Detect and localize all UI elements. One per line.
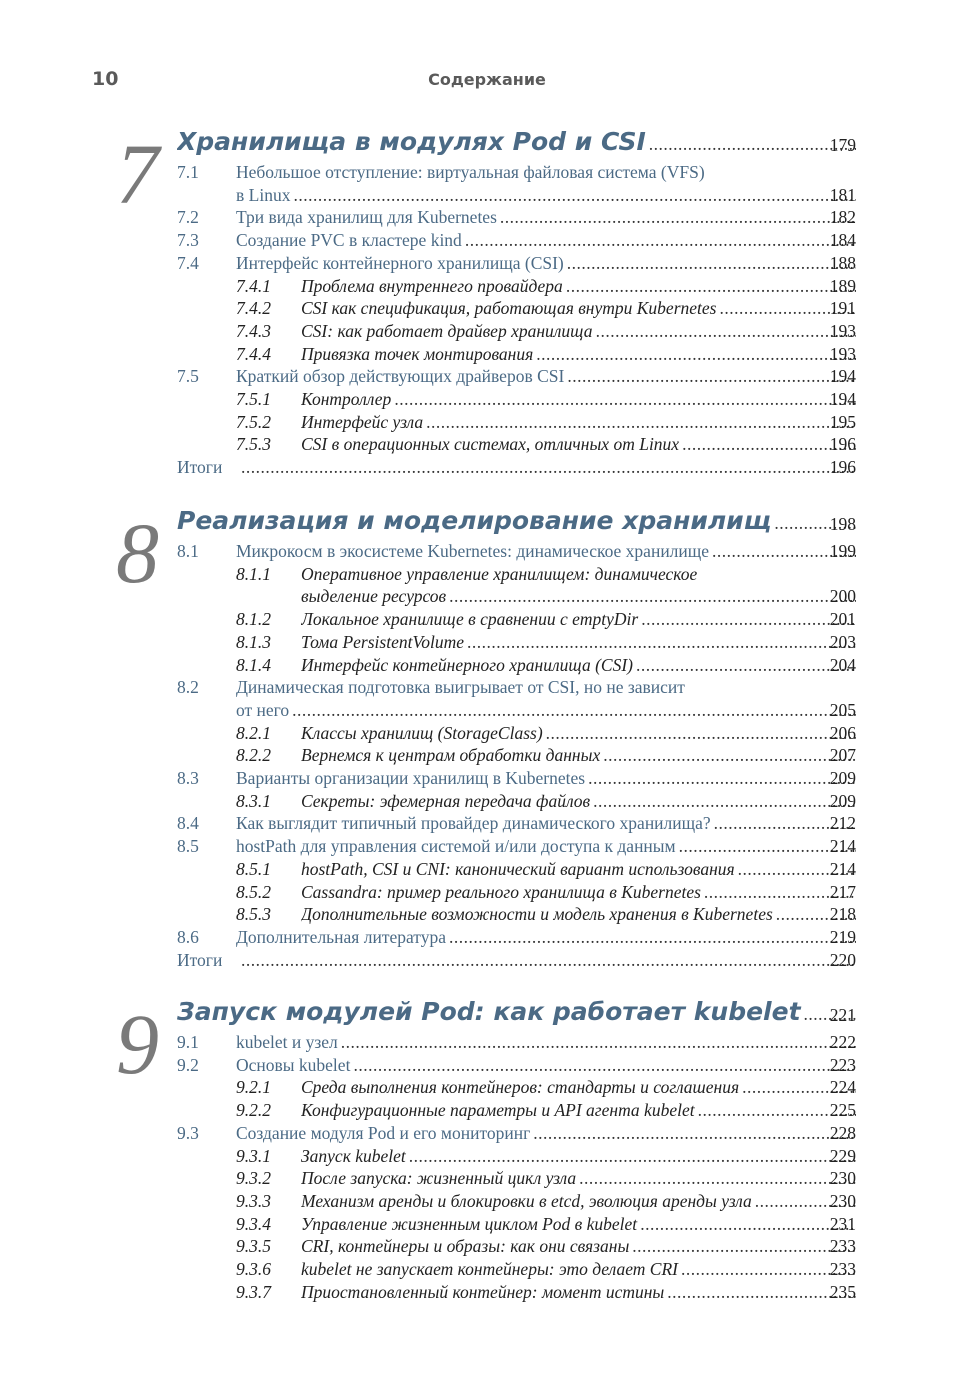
entry-number: 9.3.5 <box>236 1236 271 1257</box>
dot-leader <box>567 365 856 388</box>
toc-entry <box>0 1167 974 1190</box>
toc-entry <box>0 585 974 608</box>
entry-number: 7.5.1 <box>236 389 271 409</box>
entry-page: 222 <box>829 1032 856 1052</box>
dot-leader <box>500 206 856 229</box>
toc-entry <box>0 1258 974 1281</box>
toc-entry <box>0 125 974 159</box>
entry-page: 194 <box>829 366 856 387</box>
dot-leader <box>579 1167 856 1190</box>
entry-number: 7.5 <box>177 366 199 387</box>
entry-title-row <box>177 504 856 540</box>
entry-title: Вернемся к центрам обработки данных <box>301 744 603 767</box>
entry-title: Создание модуля Pod и его мониторинг <box>236 1122 533 1145</box>
entry-title: Проблема внутреннего провайдера <box>301 275 566 298</box>
entry-title-row <box>236 206 856 229</box>
entry-page: 230 <box>829 1168 856 1189</box>
entry-number: 8.1.3 <box>236 631 271 652</box>
entry-title: Интерфейс контейнерного хранилища (CSI) <box>301 654 636 677</box>
dot-leader <box>353 1054 856 1077</box>
entry-title-row <box>301 1190 856 1213</box>
toc-entry <box>0 161 974 184</box>
entry-number: 7.3 <box>177 230 199 251</box>
entry-title: Интерфейс контейнерного хранилища (CSI) <box>236 252 567 275</box>
dot-leader <box>426 411 856 434</box>
toc-entry <box>0 504 974 538</box>
toc-entry <box>0 206 974 229</box>
entry-title-row <box>236 161 856 184</box>
entry-number: 8.4 <box>177 813 199 834</box>
entry-number: 9.3.3 <box>236 1190 271 1211</box>
entry-page: 233 <box>829 1259 856 1279</box>
dot-leader <box>636 654 856 677</box>
toc-entry <box>0 1054 974 1077</box>
dot-leader <box>632 1235 856 1258</box>
entry-number: 7.1 <box>177 162 199 182</box>
entry-page: 204 <box>829 654 856 675</box>
dot-leader <box>241 949 856 972</box>
entry-page: 221 <box>829 1005 856 1025</box>
entry-page: 233 <box>829 1236 856 1257</box>
entry-title: Привязка точек монтирования <box>301 343 536 366</box>
entry-title-row <box>301 297 856 320</box>
entry-page: 193 <box>829 343 856 364</box>
toc-entry <box>0 275 974 298</box>
entry-title: Реализация и моделирование хранилищ <box>177 504 774 538</box>
running-header: Содержание <box>428 70 546 89</box>
toc-entry <box>0 1099 974 1122</box>
entry-page: 196 <box>829 457 856 478</box>
entry-title: Конфигурационные параметры и API агента kubelet <box>301 1099 698 1122</box>
toc-entry <box>0 433 974 456</box>
entry-number: 8.1.2 <box>236 609 271 630</box>
entry-title-row <box>236 229 856 252</box>
toc-entry <box>0 184 974 207</box>
toc-entry <box>0 812 974 835</box>
entry-title: Микрокосм в экосистеме Kubernetes: динамическое хранилище <box>236 540 712 563</box>
entry-number: Итоги <box>177 457 223 478</box>
entry-number: 9.2 <box>177 1054 199 1075</box>
entry-title-row <box>301 1281 856 1304</box>
entry-page: 200 <box>829 586 856 607</box>
toc-entry <box>0 229 974 252</box>
toc-entry <box>0 654 974 677</box>
entry-page: 195 <box>829 411 856 432</box>
entry-number: 7.4.1 <box>236 275 271 296</box>
entry-title-row <box>301 1099 856 1122</box>
toc-entry <box>0 903 974 926</box>
entry-title-row <box>301 275 856 298</box>
entry-title-row <box>236 926 856 949</box>
toc-entry <box>0 926 974 949</box>
entry-title-row <box>301 858 856 881</box>
dot-leader <box>649 127 856 161</box>
entry-number: 7.2 <box>177 207 199 228</box>
entry-page: 189 <box>829 275 856 296</box>
entry-title: Контроллер <box>301 388 394 411</box>
entry-title-row <box>301 388 856 411</box>
entry-title-row <box>301 1213 856 1236</box>
entry-title: Дополнительная литература <box>236 926 449 949</box>
entry-number: 8.5.1 <box>236 858 271 879</box>
toc-entry <box>0 1122 974 1145</box>
entry-number: 9.3.7 <box>236 1281 271 1302</box>
entry-number: 9.3.2 <box>236 1168 271 1189</box>
toc-entry <box>0 365 974 388</box>
dot-leader <box>449 585 856 608</box>
entry-title: Краткий обзор действующих драйверов CSI <box>236 365 567 388</box>
entry-title: в Linux <box>236 184 293 207</box>
entry-number: 8.2.1 <box>236 722 271 743</box>
entry-title-row <box>236 699 856 722</box>
toc-entry <box>0 608 974 631</box>
entry-title: Небольшое отступление: виртуальная файловая система (VFS) <box>236 161 708 184</box>
entry-title: от него <box>236 699 292 722</box>
toc-entry <box>0 858 974 881</box>
entry-title-row <box>236 184 856 207</box>
entry-number: 9.3.1 <box>236 1145 271 1166</box>
entry-title-row <box>301 1076 856 1099</box>
toc-entry <box>0 563 974 586</box>
entry-page: 225 <box>829 1100 856 1121</box>
entry-title: CSI в операционных системах, отличных от Linux <box>301 433 682 456</box>
entry-page: 218 <box>829 904 856 925</box>
entry-title: Дополнительные возможности и модель хранения в Kubernetes <box>301 903 776 926</box>
entry-title-row <box>236 812 856 835</box>
chapter-number: 8 <box>116 505 159 601</box>
entry-page: 230 <box>829 1190 856 1211</box>
dot-leader <box>241 456 856 479</box>
entry-title: hostPath, CSI и CNI: канонический вариант использования <box>301 858 738 881</box>
toc-entry <box>0 1281 974 1304</box>
toc-entry <box>0 699 974 722</box>
toc-entry <box>0 1076 974 1099</box>
entry-title: Создание PVC в кластере kind <box>236 229 465 252</box>
entry-title-row <box>301 563 856 586</box>
entry-page: 229 <box>829 1145 856 1166</box>
entry-page: 219 <box>829 926 856 947</box>
chapter-number: 9 <box>116 996 159 1092</box>
entry-title: Запуск kubelet <box>301 1145 409 1168</box>
entry-number: 8.5 <box>177 836 199 857</box>
toc-entry <box>0 722 974 745</box>
entry-title: kubelet не запускает контейнеры: это делает CRI <box>301 1258 681 1281</box>
entry-title: Оперативное управление хранилищем: динамическое <box>301 563 700 586</box>
entry-title: выделение ресурсов <box>301 585 449 608</box>
entry-number: Итоги <box>177 949 223 970</box>
entry-number: 8.5.3 <box>236 904 271 925</box>
entry-title: hostPath для управления системой и/или доступа к данным <box>236 835 679 858</box>
entry-title-row <box>238 456 856 479</box>
entry-number: 9.1 <box>177 1032 199 1052</box>
toc-entry <box>0 388 974 411</box>
entry-title: Запуск модулей Pod: как работает kubelet <box>177 995 804 1029</box>
entry-title-row <box>236 1031 856 1054</box>
entry-title-row <box>301 790 856 813</box>
toc-entry <box>0 343 974 366</box>
entry-page: 179 <box>829 135 856 155</box>
entry-number: 9.3.6 <box>236 1259 271 1279</box>
toc-entry <box>0 949 974 972</box>
entry-title-row <box>236 835 856 858</box>
entry-page: 206 <box>829 722 856 743</box>
entry-number: 7.5.3 <box>236 434 271 455</box>
entry-number: 8.3 <box>177 768 199 788</box>
entry-title-row <box>301 722 856 745</box>
entry-page: 184 <box>829 230 856 251</box>
entry-title: Локальное хранилище в сравнении с emptyDir <box>301 608 641 631</box>
entry-title-row <box>301 1235 856 1258</box>
entry-title-row <box>236 1122 856 1145</box>
entry-page: 228 <box>829 1122 856 1143</box>
entry-title: Варианты организации хранилищ в Kubernetes <box>236 767 588 790</box>
entry-page: 199 <box>829 541 856 561</box>
dot-leader <box>641 608 856 631</box>
entry-page: 188 <box>829 252 856 273</box>
entry-title-row <box>301 1145 856 1168</box>
entry-number: 7.4.2 <box>236 298 271 319</box>
entry-title-row <box>301 608 856 631</box>
dot-leader <box>566 275 856 298</box>
dot-leader <box>667 1281 856 1304</box>
dot-leader <box>394 388 856 411</box>
entry-title: Основы kubelet <box>236 1054 353 1077</box>
entry-title: Cassandra: пример реального хранилища в Kubernetes <box>301 881 704 904</box>
toc-entry <box>0 881 974 904</box>
entry-number: 7.4.3 <box>236 320 271 341</box>
dot-leader <box>409 1145 856 1168</box>
dot-leader <box>640 1213 856 1236</box>
entry-title: Классы хранилищ (StorageClass) <box>301 722 546 745</box>
entry-title: kubelet и узел <box>236 1031 341 1054</box>
toc-entry <box>0 1031 974 1054</box>
entry-title: После запуска: жизненный цикл узла <box>301 1167 579 1190</box>
entry-title-row <box>301 585 856 608</box>
entry-title-row <box>301 1167 856 1190</box>
entry-number: 9.3.4 <box>236 1213 271 1234</box>
entry-title: Приостановленный контейнер: момент истины <box>301 1281 667 1304</box>
dot-leader <box>467 631 856 654</box>
dot-leader <box>593 790 856 813</box>
entry-title-row <box>236 676 856 699</box>
entry-title-row <box>301 631 856 654</box>
entry-title-row <box>301 654 856 677</box>
entry-title-row <box>236 365 856 388</box>
dot-leader <box>533 1122 856 1145</box>
dot-leader <box>588 767 856 790</box>
entry-number: 9.2.2 <box>236 1100 271 1121</box>
entry-page: 212 <box>829 813 856 834</box>
entry-page: 182 <box>829 207 856 228</box>
entry-title-row <box>236 767 856 790</box>
toc-entry <box>0 767 974 790</box>
dot-leader <box>546 722 856 745</box>
entry-page: 214 <box>829 858 856 879</box>
toc-entry <box>0 1145 974 1168</box>
entry-title-row <box>177 995 856 1031</box>
entry-page: 207 <box>829 745 856 766</box>
entry-page: 198 <box>829 514 856 534</box>
dot-leader <box>536 343 856 366</box>
entry-page: 235 <box>829 1281 856 1302</box>
toc-entry <box>0 456 974 479</box>
entry-number: 9.3 <box>177 1122 199 1143</box>
entry-number: 8.2.2 <box>236 745 271 766</box>
entry-page: 196 <box>829 434 856 455</box>
entry-number: 7.4.4 <box>236 343 271 364</box>
chapter-number: 7 <box>116 126 159 222</box>
entry-number: 8.2 <box>177 677 199 698</box>
entry-title: Секреты: эфемерная передача файлов <box>301 790 593 813</box>
entry-page: 203 <box>829 631 856 652</box>
dot-leader <box>341 1031 856 1054</box>
dot-leader <box>292 699 856 722</box>
entry-title: Динамическая подготовка выигрывает от CSI, но не зависит <box>236 676 688 699</box>
entry-page: 191 <box>829 298 856 319</box>
dot-leader <box>596 320 856 343</box>
entry-title: Среда выполнения контейнеров: стандарты и соглашения <box>301 1076 742 1099</box>
entry-title: Механизм аренды и блокировки в etcd, эволюция аренды узла <box>301 1190 755 1213</box>
toc-entry <box>0 1190 974 1213</box>
entry-title-row <box>301 903 856 926</box>
entry-title-row <box>238 949 856 972</box>
entry-number: 8.3.1 <box>236 790 271 811</box>
entry-title-row <box>301 881 856 904</box>
entry-page: 231 <box>829 1213 856 1234</box>
entry-title: Три вида хранилищ для Kubernetes <box>236 206 500 229</box>
entry-page: 224 <box>829 1077 856 1098</box>
dot-leader <box>449 926 856 949</box>
toc-entry <box>0 744 974 767</box>
toc-entry <box>0 411 974 434</box>
toc-entry <box>0 631 974 654</box>
entry-title: Интерфейс узла <box>301 411 426 434</box>
entry-page: 201 <box>829 609 856 630</box>
toc-entry <box>0 835 974 858</box>
entry-title-row <box>177 125 856 161</box>
entry-title-row <box>301 744 856 767</box>
toc-entry <box>0 676 974 699</box>
entry-number: 8.1.4 <box>236 654 271 675</box>
entry-title: Управление жизненным циклом Pod в kubelet <box>301 1213 640 1236</box>
entry-page: 194 <box>829 389 856 409</box>
dot-leader <box>293 184 856 207</box>
entry-number: 8.1 <box>177 541 199 561</box>
entry-title-row <box>301 320 856 343</box>
entry-title: CRI, контейнеры и образы: как они связаны <box>301 1235 632 1258</box>
toc-entry <box>0 297 974 320</box>
entry-title: CSI: как работает драйвер хранилища <box>301 320 596 343</box>
toc-entry <box>0 790 974 813</box>
toc-entry <box>0 1213 974 1236</box>
entry-page: 223 <box>829 1054 856 1075</box>
entry-page: 205 <box>829 699 856 720</box>
dot-leader <box>465 229 856 252</box>
page-number: 10 <box>92 68 119 90</box>
entry-page: 209 <box>829 790 856 811</box>
entry-title-row <box>301 411 856 434</box>
entry-title-row <box>236 252 856 275</box>
entry-page: 181 <box>829 184 856 205</box>
entry-page: 209 <box>829 768 856 788</box>
entry-number: 8.6 <box>177 926 199 947</box>
dot-leader <box>603 744 856 767</box>
entry-number: 9.2.1 <box>236 1077 271 1098</box>
entry-title-row <box>301 343 856 366</box>
entry-number: 7.5.2 <box>236 411 271 432</box>
entry-page: 220 <box>829 949 856 970</box>
entry-number: 8.5.2 <box>236 881 271 902</box>
entry-page: 217 <box>829 881 856 902</box>
entry-title: Хранилища в модулях Pod и CSI <box>177 125 649 159</box>
entry-number: 8.1.1 <box>236 563 271 584</box>
toc-entry <box>0 320 974 343</box>
entry-page: 193 <box>829 320 856 341</box>
entry-title-row <box>301 1258 856 1281</box>
toc-entry <box>0 995 974 1029</box>
entry-title-row <box>236 1054 856 1077</box>
toc-entry <box>0 540 974 563</box>
entry-title: Тома PersistentVolume <box>301 631 467 654</box>
toc-entry <box>0 252 974 275</box>
entry-title-row <box>236 540 856 563</box>
entry-title: Как выглядит типичный провайдер динамического хранилища? <box>236 812 714 835</box>
entry-title-row <box>301 433 856 456</box>
entry-title: CSI как спецификация, работающая внутри Kubernetes <box>301 297 719 320</box>
toc-entry <box>0 1235 974 1258</box>
entry-number: 7.4 <box>177 252 199 273</box>
entry-page: 214 <box>829 836 856 857</box>
dot-leader <box>567 252 856 275</box>
